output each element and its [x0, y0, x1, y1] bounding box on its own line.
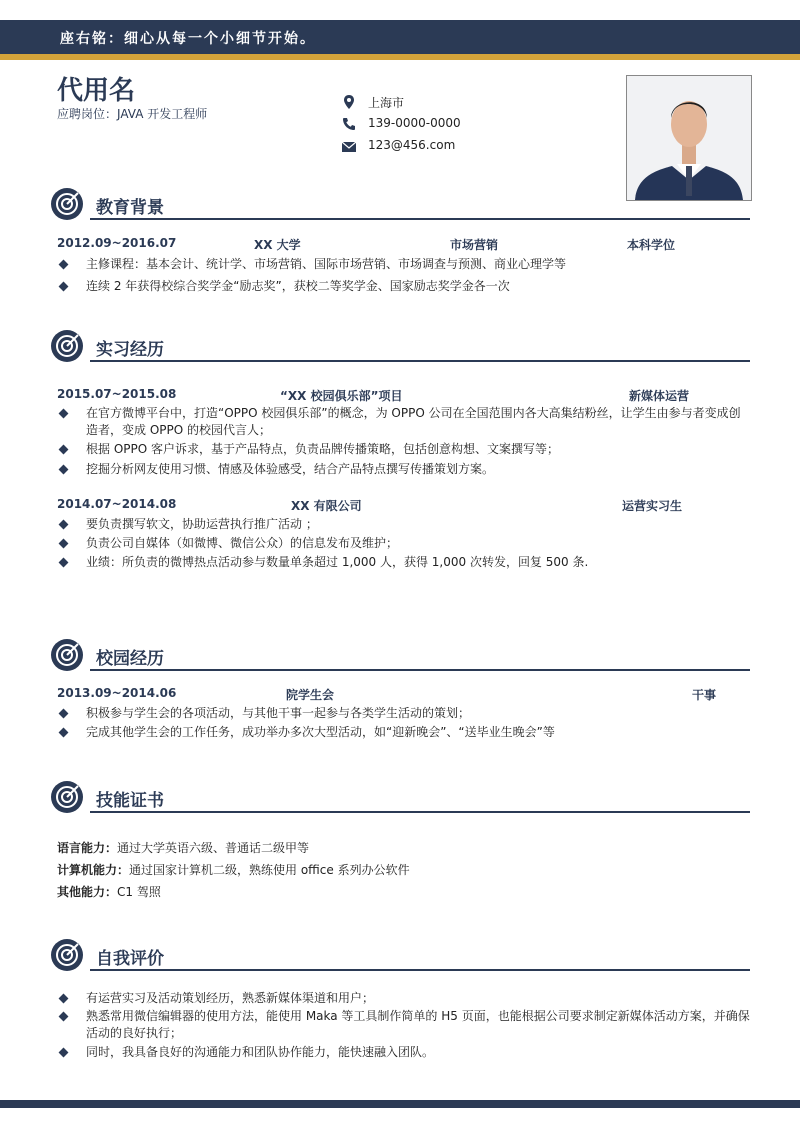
section-education — [50, 187, 750, 223]
section-skills — [50, 780, 750, 816]
section-title: 自我评价 — [96, 949, 164, 969]
section-divider — [90, 360, 750, 362]
intern-1-date: 2015.07~2015.08 — [57, 387, 177, 401]
target-icon — [50, 187, 84, 221]
header-accent-stripe — [0, 54, 800, 60]
edu-major: 市场营销 — [450, 238, 499, 252]
skill-language: 语言能力：通过大学英语六级、普通话二级甲等 — [57, 841, 310, 855]
applied-position: 应聘岗位：JAVA 开发工程师 — [57, 107, 208, 121]
edu-degree: 本科学位 — [627, 238, 676, 252]
section-divider — [90, 218, 750, 220]
target-icon — [50, 329, 84, 363]
contact-phone — [341, 116, 601, 134]
phone-icon — [341, 116, 357, 132]
edu-date: 2012.09~2016.07 — [57, 236, 177, 250]
list-item: 负责公司自媒体（如微博、微信公众）的信息发布及维护； — [60, 535, 750, 552]
campus-org: 院学生会 — [286, 688, 335, 702]
target-icon — [50, 638, 84, 672]
intern-2-org: XX 有限公司 — [291, 499, 362, 513]
city-text: 上海市 — [368, 96, 405, 110]
section-title: 技能证书 — [96, 791, 164, 811]
list-item: 有运营实习及活动策划经历，熟悉新媒体渠道和用户； — [60, 990, 750, 1007]
list-item: 在官方微博平台中，打造“OPPO 校园俱乐部”的概念，为 OPPO 公司在全国范围内各大高集结粉丝，让学生由参与者变成创造者，变成 OPPO 的校园代言人； — [60, 405, 750, 439]
edu-school: XX 大学 — [254, 238, 301, 252]
intern-2-role: 运营实习生 — [622, 499, 683, 513]
list-item: 完成其他学生会的工作任务，成功举办多次大型活动，如“迎新晚会”、“送毕业生晚会”等 — [60, 724, 750, 741]
list-item: 挖掘分析网友使用习惯、情感及体验感受，结合产品特点撰写传播策划方案。 — [60, 461, 750, 478]
list-item: 同时，我具备良好的沟通能力和团队协作能力，能快速融入团队。 — [60, 1044, 750, 1061]
list-item: 要负责撰写软文，协助运营执行推广活动 ； — [60, 516, 750, 533]
section-divider — [90, 811, 750, 813]
list-item: 根据 OPPO 客户诉求，基于产品特点，负责品牌传播策略，包括创意构想、文案撰写等； — [60, 441, 750, 458]
profile-photo — [626, 75, 752, 201]
list-item: 积极参与学生会的各项活动，与其他干事一起参与各类学生活动的策划； — [60, 705, 750, 722]
section-campus — [50, 638, 750, 674]
motto: 座右铭：细心从每一个小细节开始。 — [60, 31, 316, 47]
target-icon — [50, 938, 84, 972]
intern-1-role: 新媒体运营 — [629, 389, 690, 403]
section-divider — [90, 669, 750, 671]
contact-city — [341, 94, 601, 112]
section-title: 实习经历 — [96, 340, 164, 360]
list-item: 主修课程：基本会计、统计学、市场营销、国际市场营销、市场调查与预测、商业心理学等 — [60, 256, 750, 273]
section-self-evaluation — [50, 938, 750, 974]
phone-text: 139-0000-0000 — [368, 116, 461, 130]
email-text: 123@456.com — [368, 138, 456, 152]
target-icon — [50, 780, 84, 814]
skill-other: 其他能力：C1 驾照 — [57, 885, 161, 899]
list-item: 熟悉常用微信编辑器的使用方法，能使用 Maka 等工具制作简单的 H5 页面，也能根据公司要求制定新媒体活动方案，并确保活动的良好执行； — [60, 1008, 750, 1042]
footer-bar — [0, 1100, 800, 1108]
campus-date: 2013.09~2014.06 — [57, 686, 177, 700]
section-title: 校园经历 — [96, 649, 164, 669]
campus-role: 干事 — [692, 688, 717, 702]
location-icon — [341, 94, 357, 110]
mail-icon — [341, 138, 357, 154]
intern-1-org: “XX 校园俱乐部”项目 — [280, 389, 403, 403]
intern-2-date: 2014.07~2014.08 — [57, 497, 177, 511]
section-title: 教育背景 — [96, 198, 164, 218]
section-divider — [90, 969, 750, 971]
contact-email — [341, 138, 601, 156]
section-internship — [50, 329, 750, 365]
candidate-name: 代用名 — [57, 76, 136, 106]
skill-computer: 计算机能力：通过国家计算机二级，熟练使用 office 系列办公软件 — [57, 863, 410, 877]
list-item: 业绩：所负责的微博热点活动参与数量单条超过 1,000 人，获得 1,000 次转发，回复 500 条. — [60, 554, 750, 571]
list-item: 连续 2 年获得校综合奖学金“励志奖”，获校二等奖学金、国家励志奖学金各一次 — [60, 278, 750, 295]
